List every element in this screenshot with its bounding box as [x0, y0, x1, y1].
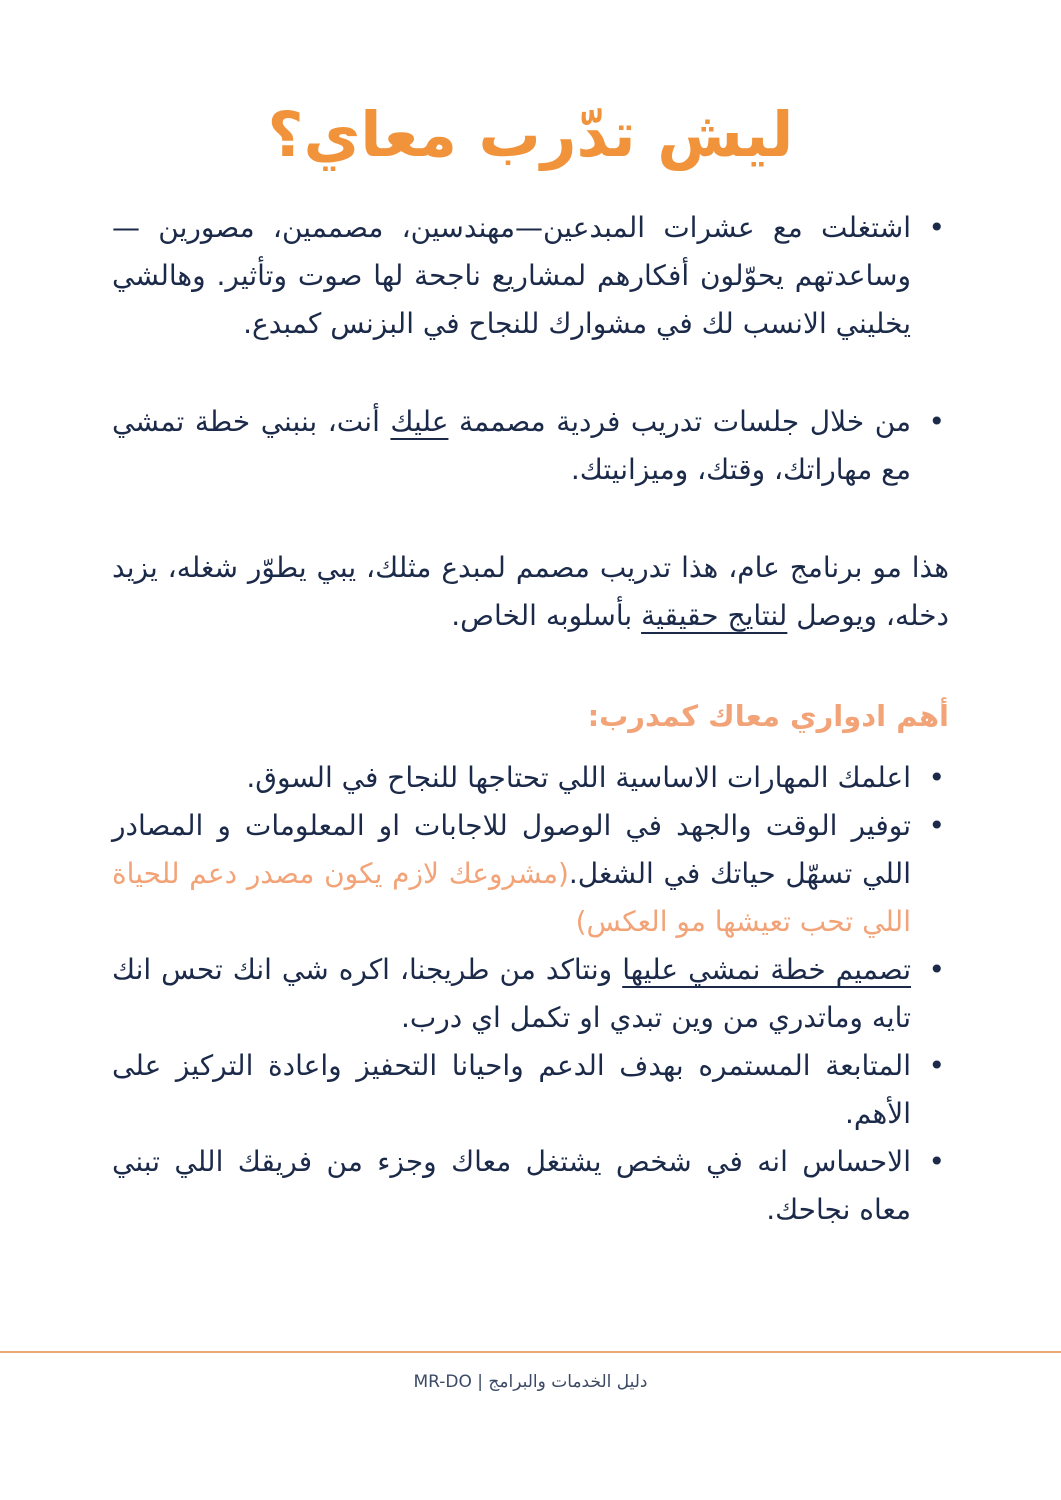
list-item-text	[112, 754, 911, 802]
list-item	[112, 946, 949, 1042]
bullet-icon: •	[928, 760, 945, 794]
page-content	[112, 204, 949, 1234]
page-title: ليش تدّرب معاي؟	[267, 98, 794, 171]
text-segment: هذا مو برنامج عام، هذا تدريب مصمم لمبدع مثلك، يبي يطوّر شغله، يزيد دخله، ويوصل	[112, 550, 949, 632]
list-item	[112, 1042, 949, 1138]
text-segment: بأسلوبه الخاص.	[451, 598, 642, 632]
text-segment: أنت، بنبني خطة تمشي مع مهاراتك، وقتك، وميزانيتك.	[112, 404, 911, 486]
roles-list	[112, 754, 949, 1234]
bullet-icon: •	[928, 1048, 945, 1082]
bullet-icon: •	[928, 808, 945, 842]
list-item	[112, 398, 949, 494]
footer-divider	[0, 1351, 1061, 1353]
list-item-text	[112, 1138, 911, 1234]
list-item	[112, 204, 949, 348]
list-item-text	[112, 1042, 911, 1138]
list-item-text	[112, 946, 911, 1042]
text-segment: ونتاكد من طريجنا، اكره شي انك تحس انك تايه وماتدري من وين تبدي او تكمل اي درب.	[112, 952, 911, 1034]
text-segment: اعلمك المهارات الاساسية اللي تحتاجها للنجاح في السوق.	[246, 760, 911, 794]
bullet-icon: •	[928, 210, 945, 244]
bullet-icon: •	[928, 952, 945, 986]
list-item	[112, 802, 949, 946]
accent-text: (مشروعك لازم يكون مصدر دعم للحياة اللي تحب تعيشها مو العكس)	[112, 856, 911, 938]
list-item-text	[112, 204, 911, 348]
text-segment: المتابعة المستمره بهدف الدعم واحيانا التحفيز واعادة التركيز على الأهم.	[112, 1048, 911, 1130]
underlined-text: تصميم خطة نمشي عليها	[622, 952, 912, 986]
text-segment: اشتغلت مع عشرات المبدعين—مهندسين، مصممين، مصورين —وساعدتهم يحوّلون أفكارهم لمشاريع ناجحة لها صوت وتأثير. وهالشي يخليني الانسب لك في مشوارك للنجاح في البزنس كمبدع.	[112, 210, 911, 340]
text-segment: توفير الوقت والجهد في الوصول للاجابات او المعلومات و المصادر اللي تسهّل حياتك في الشغل.	[112, 808, 911, 890]
intro-list	[112, 204, 949, 494]
list-item-text	[112, 398, 911, 494]
list-item-text	[112, 802, 911, 946]
list-item	[112, 754, 949, 802]
list-item	[112, 1138, 949, 1234]
bullet-icon: •	[928, 1144, 945, 1178]
footer-text: دليل الخدمات والبرامج | MR-DO	[413, 1372, 648, 1392]
underlined-text: لنتايج حقيقية	[641, 598, 788, 632]
text-segment: من خلال جلسات تدريب فردية مصممة	[448, 404, 912, 438]
text-segment: الاحساس انه في شخص يشتغل معاك وجزء من فريقك اللي تبني معاه نجاحك.	[112, 1144, 911, 1226]
bullet-icon: •	[928, 404, 945, 438]
underlined-text: عليك	[390, 404, 449, 438]
roles-heading: أهم ادواري معاك كمدرب:	[587, 698, 949, 733]
program-description	[112, 544, 949, 640]
